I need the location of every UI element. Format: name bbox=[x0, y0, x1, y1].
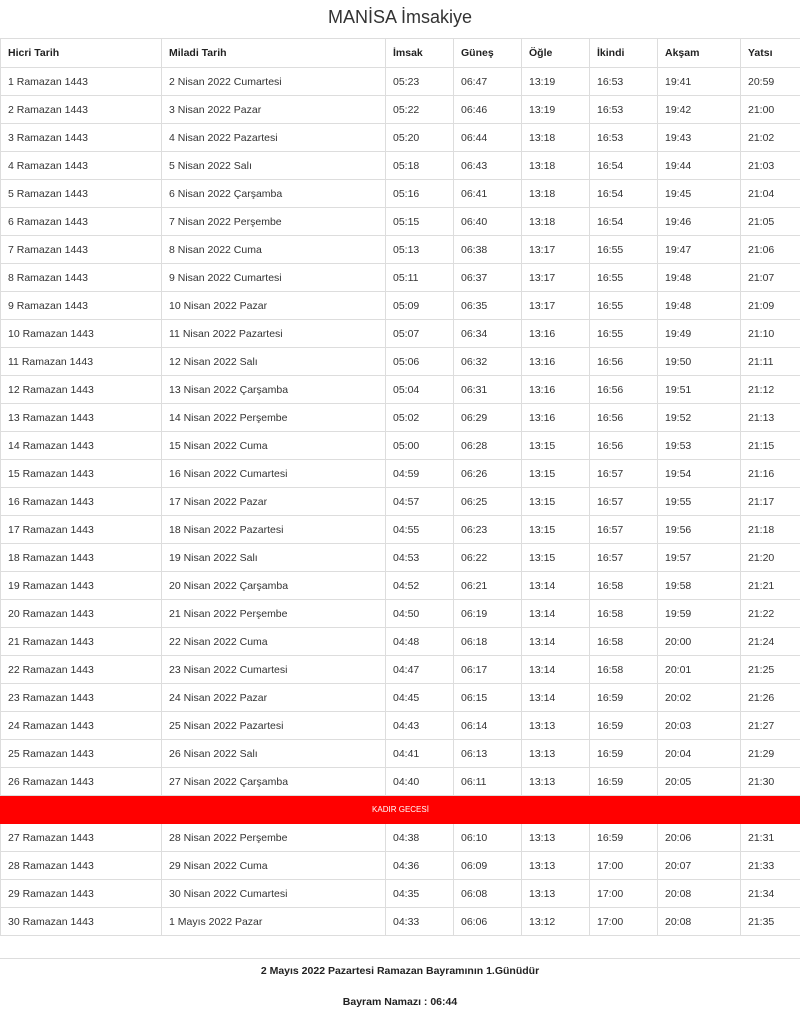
cell-imsak: 04:45 bbox=[386, 684, 454, 712]
cell-yatsi: 21:35 bbox=[741, 908, 800, 936]
table-row bbox=[1, 208, 800, 236]
table-row bbox=[1, 488, 800, 516]
table-row bbox=[1, 68, 800, 96]
cell-imsak: 05:16 bbox=[386, 180, 454, 208]
cell-miladi-tarih: 17 Nisan 2022 Pazar bbox=[162, 488, 386, 516]
table-row bbox=[1, 740, 800, 768]
cell-gunes: 06:28 bbox=[454, 432, 522, 460]
cell-hicri-tarih: 26 Ramazan 1443 bbox=[1, 768, 162, 796]
cell-yatsi: 21:34 bbox=[741, 880, 800, 908]
cell-imsak: 05:11 bbox=[386, 264, 454, 292]
cell-imsak: 04:57 bbox=[386, 488, 454, 516]
table-row bbox=[1, 880, 800, 908]
cell-miladi-tarih: 10 Nisan 2022 Pazar bbox=[162, 292, 386, 320]
cell-ogle: 13:15 bbox=[522, 432, 590, 460]
cell-ogle: 13:13 bbox=[522, 880, 590, 908]
cell-gunes: 06:46 bbox=[454, 96, 522, 124]
cell-hicri-tarih: 5 Ramazan 1443 bbox=[1, 180, 162, 208]
cell-miladi-tarih: 24 Nisan 2022 Pazar bbox=[162, 684, 386, 712]
cell-ogle: 13:18 bbox=[522, 124, 590, 152]
cell-hicri-tarih: 22 Ramazan 1443 bbox=[1, 656, 162, 684]
cell-gunes: 06:44 bbox=[454, 124, 522, 152]
cell-aksam: 19:52 bbox=[658, 404, 741, 432]
cell-aksam: 19:48 bbox=[658, 264, 741, 292]
cell-ikindi: 16:57 bbox=[590, 488, 658, 516]
cell-ogle: 13:19 bbox=[522, 96, 590, 124]
table-row bbox=[1, 292, 800, 320]
cell-imsak: 05:02 bbox=[386, 404, 454, 432]
cell-ogle: 13:15 bbox=[522, 488, 590, 516]
cell-ogle: 13:13 bbox=[522, 824, 590, 852]
cell-ogle: 13:13 bbox=[522, 768, 590, 796]
cell-yatsi: 21:33 bbox=[741, 852, 800, 880]
cell-aksam: 19:55 bbox=[658, 488, 741, 516]
cell-imsak: 04:41 bbox=[386, 740, 454, 768]
cell-ogle: 13:16 bbox=[522, 376, 590, 404]
cell-yatsi: 21:25 bbox=[741, 656, 800, 684]
cell-ikindi: 16:55 bbox=[590, 292, 658, 320]
table-header-row bbox=[1, 39, 800, 68]
cell-miladi-tarih: 12 Nisan 2022 Salı bbox=[162, 348, 386, 376]
cell-hicri-tarih: 16 Ramazan 1443 bbox=[1, 488, 162, 516]
cell-yatsi: 21:03 bbox=[741, 152, 800, 180]
cell-hicri-tarih: 8 Ramazan 1443 bbox=[1, 264, 162, 292]
table-row bbox=[1, 824, 800, 852]
cell-yatsi: 21:09 bbox=[741, 292, 800, 320]
cell-miladi-tarih: 23 Nisan 2022 Cumartesi bbox=[162, 656, 386, 684]
cell-yatsi: 21:13 bbox=[741, 404, 800, 432]
table-row bbox=[1, 628, 800, 656]
table-row bbox=[1, 460, 800, 488]
table-row bbox=[1, 236, 800, 264]
cell-miladi-tarih: 14 Nisan 2022 Perşembe bbox=[162, 404, 386, 432]
cell-ogle: 13:16 bbox=[522, 348, 590, 376]
cell-ikindi: 16:57 bbox=[590, 544, 658, 572]
cell-hicri-tarih: 6 Ramazan 1443 bbox=[1, 208, 162, 236]
cell-aksam: 19:45 bbox=[658, 180, 741, 208]
header-miladi-tarih: Miladi Tarih bbox=[162, 39, 386, 68]
cell-ogle: 13:18 bbox=[522, 152, 590, 180]
cell-aksam: 20:07 bbox=[658, 852, 741, 880]
cell-ikindi: 16:54 bbox=[590, 180, 658, 208]
cell-ogle: 13:17 bbox=[522, 264, 590, 292]
cell-imsak: 05:20 bbox=[386, 124, 454, 152]
cell-miladi-tarih: 30 Nisan 2022 Cumartesi bbox=[162, 880, 386, 908]
table-row bbox=[1, 516, 800, 544]
cell-ogle: 13:14 bbox=[522, 600, 590, 628]
cell-ikindi: 16:56 bbox=[590, 404, 658, 432]
cell-ogle: 13:14 bbox=[522, 572, 590, 600]
cell-aksam: 20:05 bbox=[658, 768, 741, 796]
cell-ikindi: 16:56 bbox=[590, 376, 658, 404]
cell-miladi-tarih: 1 Mayıs 2022 Pazar bbox=[162, 908, 386, 936]
cell-yatsi: 21:26 bbox=[741, 684, 800, 712]
cell-gunes: 06:43 bbox=[454, 152, 522, 180]
kadir-gecesi-label: KADIR GECESİ bbox=[1, 796, 800, 824]
cell-hicri-tarih: 21 Ramazan 1443 bbox=[1, 628, 162, 656]
cell-ogle: 13:13 bbox=[522, 740, 590, 768]
cell-gunes: 06:11 bbox=[454, 768, 522, 796]
table-row bbox=[1, 432, 800, 460]
header-ogle: Öğle bbox=[522, 39, 590, 68]
cell-yatsi: 21:05 bbox=[741, 208, 800, 236]
cell-miladi-tarih: 4 Nisan 2022 Pazartesi bbox=[162, 124, 386, 152]
header-gunes: Güneş bbox=[454, 39, 522, 68]
cell-imsak: 05:15 bbox=[386, 208, 454, 236]
cell-ikindi: 16:57 bbox=[590, 516, 658, 544]
cell-gunes: 06:06 bbox=[454, 908, 522, 936]
cell-ikindi: 16:58 bbox=[590, 656, 658, 684]
cell-miladi-tarih: 26 Nisan 2022 Salı bbox=[162, 740, 386, 768]
cell-imsak: 04:40 bbox=[386, 768, 454, 796]
cell-yatsi: 21:27 bbox=[741, 712, 800, 740]
cell-ogle: 13:14 bbox=[522, 684, 590, 712]
cell-hicri-tarih: 1 Ramazan 1443 bbox=[1, 68, 162, 96]
cell-imsak: 04:33 bbox=[386, 908, 454, 936]
cell-miladi-tarih: 18 Nisan 2022 Pazartesi bbox=[162, 516, 386, 544]
cell-ikindi: 16:53 bbox=[590, 124, 658, 152]
cell-aksam: 19:47 bbox=[658, 236, 741, 264]
cell-miladi-tarih: 13 Nisan 2022 Çarşamba bbox=[162, 376, 386, 404]
cell-ogle: 13:15 bbox=[522, 460, 590, 488]
cell-imsak: 04:35 bbox=[386, 880, 454, 908]
cell-hicri-tarih: 10 Ramazan 1443 bbox=[1, 320, 162, 348]
cell-aksam: 20:04 bbox=[658, 740, 741, 768]
cell-aksam: 19:51 bbox=[658, 376, 741, 404]
cell-aksam: 20:01 bbox=[658, 656, 741, 684]
table-body-main bbox=[1, 68, 800, 796]
cell-aksam: 20:08 bbox=[658, 908, 741, 936]
cell-ogle: 13:17 bbox=[522, 236, 590, 264]
cell-yatsi: 21:21 bbox=[741, 572, 800, 600]
cell-aksam: 19:48 bbox=[658, 292, 741, 320]
cell-gunes: 06:09 bbox=[454, 852, 522, 880]
cell-ogle: 13:15 bbox=[522, 516, 590, 544]
cell-imsak: 04:52 bbox=[386, 572, 454, 600]
cell-miladi-tarih: 8 Nisan 2022 Cuma bbox=[162, 236, 386, 264]
cell-ikindi: 16:57 bbox=[590, 460, 658, 488]
cell-miladi-tarih: 6 Nisan 2022 Çarşamba bbox=[162, 180, 386, 208]
table-row bbox=[1, 124, 800, 152]
cell-miladi-tarih: 11 Nisan 2022 Pazartesi bbox=[162, 320, 386, 348]
cell-ikindi: 16:56 bbox=[590, 348, 658, 376]
cell-yatsi: 21:07 bbox=[741, 264, 800, 292]
cell-gunes: 06:31 bbox=[454, 376, 522, 404]
cell-aksam: 19:41 bbox=[658, 68, 741, 96]
cell-gunes: 06:22 bbox=[454, 544, 522, 572]
cell-ogle: 13:17 bbox=[522, 292, 590, 320]
cell-yatsi: 21:12 bbox=[741, 376, 800, 404]
cell-imsak: 04:55 bbox=[386, 516, 454, 544]
cell-gunes: 06:26 bbox=[454, 460, 522, 488]
table-row bbox=[1, 712, 800, 740]
table-row bbox=[1, 96, 800, 124]
cell-miladi-tarih: 25 Nisan 2022 Pazartesi bbox=[162, 712, 386, 740]
cell-ogle: 13:14 bbox=[522, 628, 590, 656]
cell-ogle: 13:13 bbox=[522, 712, 590, 740]
cell-ikindi: 17:00 bbox=[590, 908, 658, 936]
cell-ikindi: 16:58 bbox=[590, 600, 658, 628]
cell-gunes: 06:35 bbox=[454, 292, 522, 320]
cell-imsak: 04:50 bbox=[386, 600, 454, 628]
cell-gunes: 06:15 bbox=[454, 684, 522, 712]
table-row bbox=[1, 376, 800, 404]
cell-imsak: 05:13 bbox=[386, 236, 454, 264]
cell-ogle: 13:13 bbox=[522, 852, 590, 880]
cell-ikindi: 16:55 bbox=[590, 320, 658, 348]
cell-ikindi: 16:55 bbox=[590, 264, 658, 292]
cell-gunes: 06:47 bbox=[454, 68, 522, 96]
cell-hicri-tarih: 23 Ramazan 1443 bbox=[1, 684, 162, 712]
cell-gunes: 06:14 bbox=[454, 712, 522, 740]
cell-imsak: 04:47 bbox=[386, 656, 454, 684]
cell-hicri-tarih: 27 Ramazan 1443 bbox=[1, 824, 162, 852]
header-aksam: Akşam bbox=[658, 39, 741, 68]
cell-imsak: 05:06 bbox=[386, 348, 454, 376]
table-row bbox=[1, 684, 800, 712]
cell-aksam: 19:43 bbox=[658, 124, 741, 152]
cell-gunes: 06:37 bbox=[454, 264, 522, 292]
cell-hicri-tarih: 15 Ramazan 1443 bbox=[1, 460, 162, 488]
table-row bbox=[1, 544, 800, 572]
cell-gunes: 06:29 bbox=[454, 404, 522, 432]
cell-yatsi: 21:31 bbox=[741, 824, 800, 852]
cell-yatsi: 21:17 bbox=[741, 488, 800, 516]
cell-ikindi: 16:59 bbox=[590, 768, 658, 796]
cell-aksam: 19:50 bbox=[658, 348, 741, 376]
cell-aksam: 20:00 bbox=[658, 628, 741, 656]
cell-hicri-tarih: 3 Ramazan 1443 bbox=[1, 124, 162, 152]
cell-hicri-tarih: 20 Ramazan 1443 bbox=[1, 600, 162, 628]
cell-miladi-tarih: 19 Nisan 2022 Salı bbox=[162, 544, 386, 572]
cell-ikindi: 17:00 bbox=[590, 852, 658, 880]
cell-miladi-tarih: 29 Nisan 2022 Cuma bbox=[162, 852, 386, 880]
cell-hicri-tarih: 4 Ramazan 1443 bbox=[1, 152, 162, 180]
cell-imsak: 04:48 bbox=[386, 628, 454, 656]
cell-aksam: 19:46 bbox=[658, 208, 741, 236]
cell-miladi-tarih: 9 Nisan 2022 Cumartesi bbox=[162, 264, 386, 292]
table-body-special bbox=[1, 796, 800, 824]
cell-miladi-tarih: 5 Nisan 2022 Salı bbox=[162, 152, 386, 180]
cell-ikindi: 16:56 bbox=[590, 432, 658, 460]
cell-aksam: 19:58 bbox=[658, 572, 741, 600]
table-row bbox=[1, 768, 800, 796]
cell-aksam: 19:54 bbox=[658, 460, 741, 488]
cell-gunes: 06:13 bbox=[454, 740, 522, 768]
cell-ikindi: 16:54 bbox=[590, 152, 658, 180]
cell-gunes: 06:10 bbox=[454, 824, 522, 852]
page-title: MANİSA İmsakiye bbox=[327, 7, 473, 27]
cell-gunes: 06:40 bbox=[454, 208, 522, 236]
cell-ogle: 13:16 bbox=[522, 404, 590, 432]
cell-ikindi: 16:58 bbox=[590, 572, 658, 600]
cell-miladi-tarih: 20 Nisan 2022 Çarşamba bbox=[162, 572, 386, 600]
cell-miladi-tarih: 2 Nisan 2022 Cumartesi bbox=[162, 68, 386, 96]
cell-gunes: 06:32 bbox=[454, 348, 522, 376]
table-row bbox=[1, 656, 800, 684]
cell-ikindi: 16:55 bbox=[590, 236, 658, 264]
bayram-namazi: Bayram Namazı : 06:44 bbox=[342, 996, 458, 1008]
cell-ikindi: 16:59 bbox=[590, 824, 658, 852]
cell-aksam: 19:59 bbox=[658, 600, 741, 628]
cell-hicri-tarih: 28 Ramazan 1443 bbox=[1, 852, 162, 880]
cell-imsak: 05:23 bbox=[386, 68, 454, 96]
cell-yatsi: 21:04 bbox=[741, 180, 800, 208]
cell-yatsi: 20:59 bbox=[741, 68, 800, 96]
cell-gunes: 06:23 bbox=[454, 516, 522, 544]
cell-hicri-tarih: 14 Ramazan 1443 bbox=[1, 432, 162, 460]
cell-hicri-tarih: 13 Ramazan 1443 bbox=[1, 404, 162, 432]
cell-ogle: 13:14 bbox=[522, 656, 590, 684]
cell-imsak: 05:22 bbox=[386, 96, 454, 124]
kadir-gecesi-row bbox=[1, 796, 800, 824]
table-row bbox=[1, 152, 800, 180]
cell-aksam: 20:03 bbox=[658, 712, 741, 740]
cell-yatsi: 21:15 bbox=[741, 432, 800, 460]
cell-miladi-tarih: 3 Nisan 2022 Pazar bbox=[162, 96, 386, 124]
cell-miladi-tarih: 16 Nisan 2022 Cumartesi bbox=[162, 460, 386, 488]
cell-hicri-tarih: 7 Ramazan 1443 bbox=[1, 236, 162, 264]
cell-imsak: 05:18 bbox=[386, 152, 454, 180]
cell-aksam: 19:56 bbox=[658, 516, 741, 544]
header-yatsi: Yatsı bbox=[741, 39, 800, 68]
cell-aksam: 19:57 bbox=[658, 544, 741, 572]
cell-gunes: 06:08 bbox=[454, 880, 522, 908]
cell-ikindi: 16:54 bbox=[590, 208, 658, 236]
header-imsak: İmsak bbox=[386, 39, 454, 68]
cell-ogle: 13:19 bbox=[522, 68, 590, 96]
cell-yatsi: 21:24 bbox=[741, 628, 800, 656]
cell-ikindi: 16:58 bbox=[590, 628, 658, 656]
cell-aksam: 19:42 bbox=[658, 96, 741, 124]
cell-imsak: 04:43 bbox=[386, 712, 454, 740]
cell-imsak: 05:04 bbox=[386, 376, 454, 404]
table-row bbox=[1, 572, 800, 600]
cell-yatsi: 21:16 bbox=[741, 460, 800, 488]
cell-yatsi: 21:29 bbox=[741, 740, 800, 768]
cell-aksam: 19:49 bbox=[658, 320, 741, 348]
cell-hicri-tarih: 9 Ramazan 1443 bbox=[1, 292, 162, 320]
header-ikindi: İkindi bbox=[590, 39, 658, 68]
cell-hicri-tarih: 19 Ramazan 1443 bbox=[1, 572, 162, 600]
cell-yatsi: 21:18 bbox=[741, 516, 800, 544]
cell-ikindi: 16:53 bbox=[590, 68, 658, 96]
bayram-info: 2 Mayıs 2022 Pazartesi Ramazan Bayramının 1.Günüdür bbox=[260, 965, 540, 977]
cell-aksam: 19:53 bbox=[658, 432, 741, 460]
table-row bbox=[1, 264, 800, 292]
cell-imsak: 05:09 bbox=[386, 292, 454, 320]
cell-hicri-tarih: 2 Ramazan 1443 bbox=[1, 96, 162, 124]
cell-ogle: 13:15 bbox=[522, 544, 590, 572]
cell-yatsi: 21:11 bbox=[741, 348, 800, 376]
cell-miladi-tarih: 27 Nisan 2022 Çarşamba bbox=[162, 768, 386, 796]
cell-miladi-tarih: 15 Nisan 2022 Cuma bbox=[162, 432, 386, 460]
cell-imsak: 04:59 bbox=[386, 460, 454, 488]
cell-hicri-tarih: 25 Ramazan 1443 bbox=[1, 740, 162, 768]
cell-aksam: 20:06 bbox=[658, 824, 741, 852]
cell-imsak: 04:36 bbox=[386, 852, 454, 880]
cell-ikindi: 16:59 bbox=[590, 712, 658, 740]
table-body-after bbox=[1, 824, 800, 936]
cell-gunes: 06:38 bbox=[454, 236, 522, 264]
cell-ogle: 13:12 bbox=[522, 908, 590, 936]
footer-divider bbox=[0, 958, 800, 959]
table-row bbox=[1, 908, 800, 936]
table-row bbox=[1, 180, 800, 208]
cell-yatsi: 21:20 bbox=[741, 544, 800, 572]
cell-gunes: 06:21 bbox=[454, 572, 522, 600]
cell-hicri-tarih: 24 Ramazan 1443 bbox=[1, 712, 162, 740]
cell-ikindi: 16:53 bbox=[590, 96, 658, 124]
cell-aksam: 19:44 bbox=[658, 152, 741, 180]
table-row bbox=[1, 404, 800, 432]
cell-yatsi: 21:06 bbox=[741, 236, 800, 264]
table-row bbox=[1, 600, 800, 628]
cell-hicri-tarih: 11 Ramazan 1443 bbox=[1, 348, 162, 376]
cell-miladi-tarih: 22 Nisan 2022 Cuma bbox=[162, 628, 386, 656]
cell-hicri-tarih: 18 Ramazan 1443 bbox=[1, 544, 162, 572]
cell-imsak: 04:38 bbox=[386, 824, 454, 852]
cell-aksam: 20:02 bbox=[658, 684, 741, 712]
table-row bbox=[1, 348, 800, 376]
cell-ikindi: 17:00 bbox=[590, 880, 658, 908]
cell-aksam: 20:08 bbox=[658, 880, 741, 908]
cell-yatsi: 21:30 bbox=[741, 768, 800, 796]
cell-hicri-tarih: 17 Ramazan 1443 bbox=[1, 516, 162, 544]
cell-yatsi: 21:10 bbox=[741, 320, 800, 348]
cell-gunes: 06:41 bbox=[454, 180, 522, 208]
cell-gunes: 06:19 bbox=[454, 600, 522, 628]
cell-yatsi: 21:22 bbox=[741, 600, 800, 628]
cell-gunes: 06:25 bbox=[454, 488, 522, 516]
cell-ogle: 13:18 bbox=[522, 208, 590, 236]
cell-gunes: 06:18 bbox=[454, 628, 522, 656]
cell-ogle: 13:18 bbox=[522, 180, 590, 208]
cell-imsak: 05:07 bbox=[386, 320, 454, 348]
cell-miladi-tarih: 28 Nisan 2022 Perşembe bbox=[162, 824, 386, 852]
cell-hicri-tarih: 12 Ramazan 1443 bbox=[1, 376, 162, 404]
cell-hicri-tarih: 30 Ramazan 1443 bbox=[1, 908, 162, 936]
cell-yatsi: 21:02 bbox=[741, 124, 800, 152]
table-row bbox=[1, 852, 800, 880]
cell-gunes: 06:17 bbox=[454, 656, 522, 684]
cell-ikindi: 16:59 bbox=[590, 740, 658, 768]
cell-imsak: 05:00 bbox=[386, 432, 454, 460]
cell-miladi-tarih: 7 Nisan 2022 Perşembe bbox=[162, 208, 386, 236]
cell-ogle: 13:16 bbox=[522, 320, 590, 348]
header-hicri-tarih: Hicri Tarih bbox=[1, 39, 162, 68]
cell-yatsi: 21:00 bbox=[741, 96, 800, 124]
cell-imsak: 04:53 bbox=[386, 544, 454, 572]
cell-gunes: 06:34 bbox=[454, 320, 522, 348]
table-row bbox=[1, 320, 800, 348]
imsakiye-table bbox=[0, 38, 800, 936]
cell-ikindi: 16:59 bbox=[590, 684, 658, 712]
cell-hicri-tarih: 29 Ramazan 1443 bbox=[1, 880, 162, 908]
cell-miladi-tarih: 21 Nisan 2022 Perşembe bbox=[162, 600, 386, 628]
